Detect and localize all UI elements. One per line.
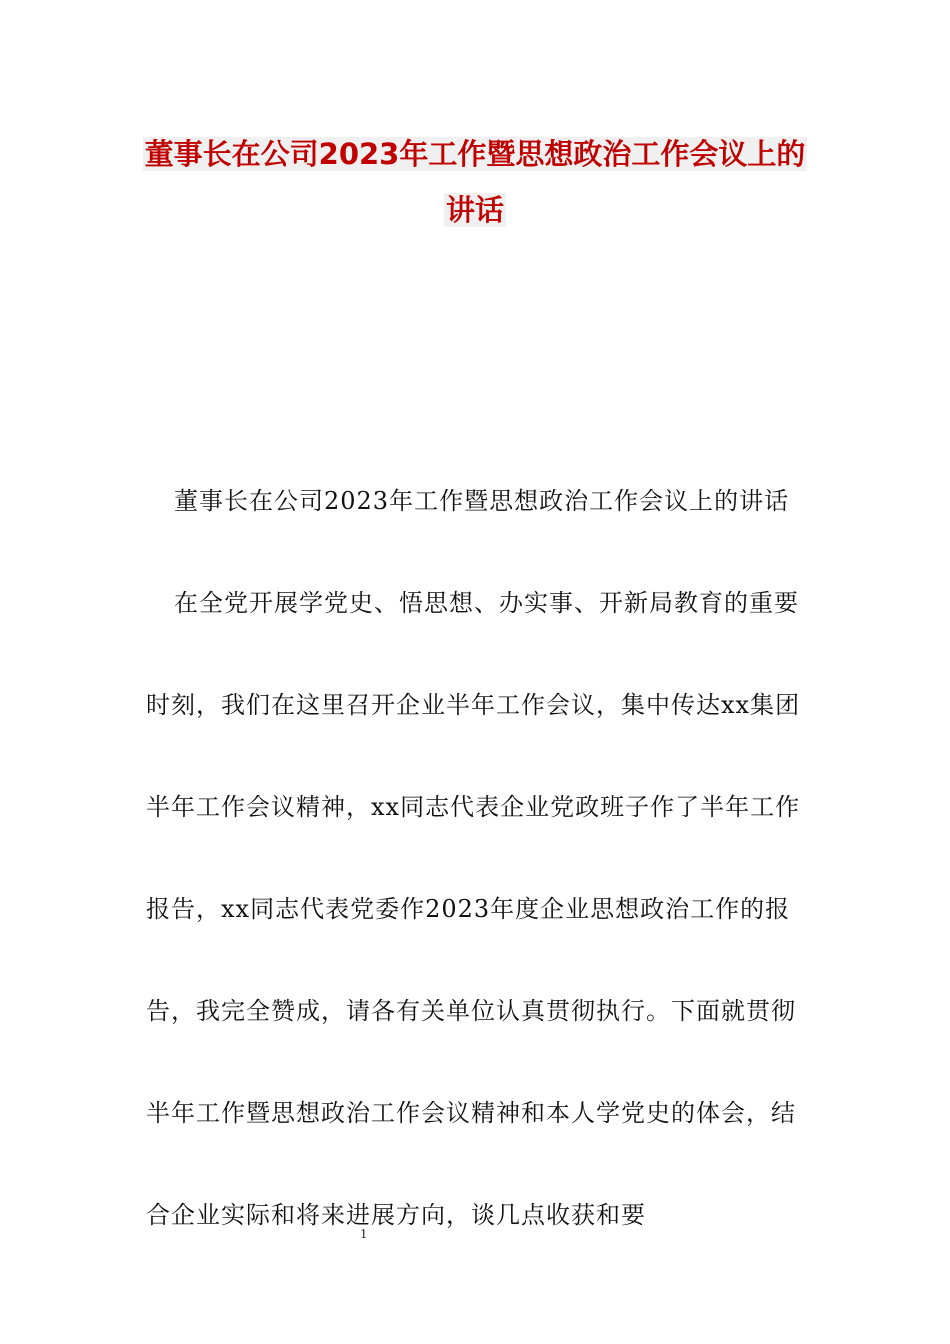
document-title: [0, 126, 950, 238]
page-number: 1: [360, 1227, 367, 1242]
title-line-1: 董事长在公司2023年工作暨思想政治工作会议上的: [144, 137, 806, 171]
title-line-2: 讲话: [445, 193, 504, 227]
body-heading: 董事长在公司2023年工作暨思想政治工作会议上的讲话: [174, 487, 790, 515]
body-paragraph: 在全党开展学党史、悟思想、办实事、开新局教育的重要时刻，我们在这里召开企业半年工作会议，集中传达xx集团半年工作会议精神，xx同志代表企业党政班子作了半年工作报告，xx同志代表党委作2023年度企业思想政治工作的报告，我完全赞成，请各有关单位认真贯彻执行。下面就贯彻半年工作暨思想政治工作会议精神和本人学党史的体会，结合企业实际和将来进展方向，谈几点收获和要: [146, 589, 801, 1229]
document-body: [146, 450, 806, 1266]
